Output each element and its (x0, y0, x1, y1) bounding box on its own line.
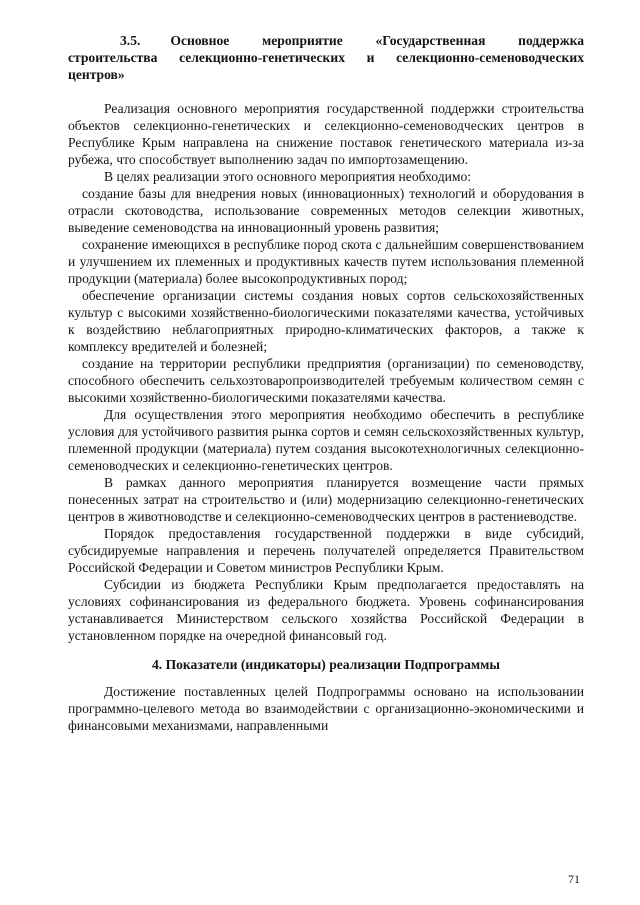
page-number: 71 (568, 872, 580, 886)
paragraph-goals-lead: В целях реализации этого основного мероприятия необходимо: (104, 169, 472, 184)
section-number: 3.5. (120, 33, 141, 48)
document-page (68, 32, 584, 734)
paragraph-goal-base: создание базы для внедрения новых (инновационных) технологий и оборудования в отрасли скотоводства, использование современных методов селекции животных, выведение семеноводства на инновационный уровень развития; (68, 186, 584, 235)
paragraph-conditions: Для осуществления этого мероприятия необходимо обеспечить в республике условия для устойчивого развития рынка сортов и семян сельскохозяйственных культур, племенной продукции (материала) путем создания высокотехнологичных селекционно-семеноводческих и селекционно-генетических центров. (68, 407, 584, 473)
paragraph-indicators: Достижение поставленных целей Подпрограммы основано на использовании программно-целевого метода во взаимодействии с организационно-экономическими и финансовыми механизмами, направленными (68, 684, 584, 733)
section-4-title: 4. Показатели (индикаторы) реализации Подпрограммы (151, 657, 501, 672)
paragraph-goal-varieties: обеспечение организации системы создания новых сортов сельскохозяйственных культур с высокими хозяйственно-биологическими показателями качества, устойчивых к воздействию неблагоприятных природно-климатических факторов, а также к комплексу вредителей и болезней; (68, 288, 584, 354)
paragraph-compensation: В рамках данного мероприятия планируется возмещение части прямых понесенных затрат на строительство и (или) модернизацию селекционно-генетических центров в животноводстве и селекционно-семеноводческих центров в растениеводстве. (68, 475, 584, 524)
paragraph-intro: Реализация основного мероприятия государственной поддержки строительства объектов селекционно-генетических и селекционно-семеноводческих центров в Республике Крым направлена на снижение поставок генетического материала из-за рубежа, что способствует выполнению задач по импортозамещению. (68, 101, 584, 167)
paragraph-goal-breeds: сохранение имеющихся в республике пород скота с дальнейшим совершенствованием и улучшением их племенных и продуктивных качеств путем использования племенной продукции (материала) более высокопродуктивных пород; (68, 237, 584, 286)
section-title: Основное мероприятие «Государственная поддержка строительства селекционно-генетических и селекционно-семеноводческих центров» (68, 33, 584, 82)
paragraph-procedure: Порядок предоставления государственной поддержки в виде субсидий, субсидируемые направления и перечень получателей определяется Правительством Российской Федерации и Советом министров Республики Крым. (68, 526, 584, 575)
paragraph-goal-seed-enterprise: создание на территории республики предприятия (организации) по семеноводству, способного обеспечить сельхозтоваропроизводителей требуемым количеством семян с высокими хозяйственно-биологическими показателями качества. (68, 356, 584, 405)
paragraph-subsidies: Субсидии из бюджета Республики Крым предполагается предоставлять на условиях софинансирования из федерального бюджета. Уровень софинансирования устанавливается Министерством сельского хозяйства Российской Федерации в установленном порядке на очередной финансовый год. (68, 577, 584, 643)
section-heading (68, 32, 584, 83)
